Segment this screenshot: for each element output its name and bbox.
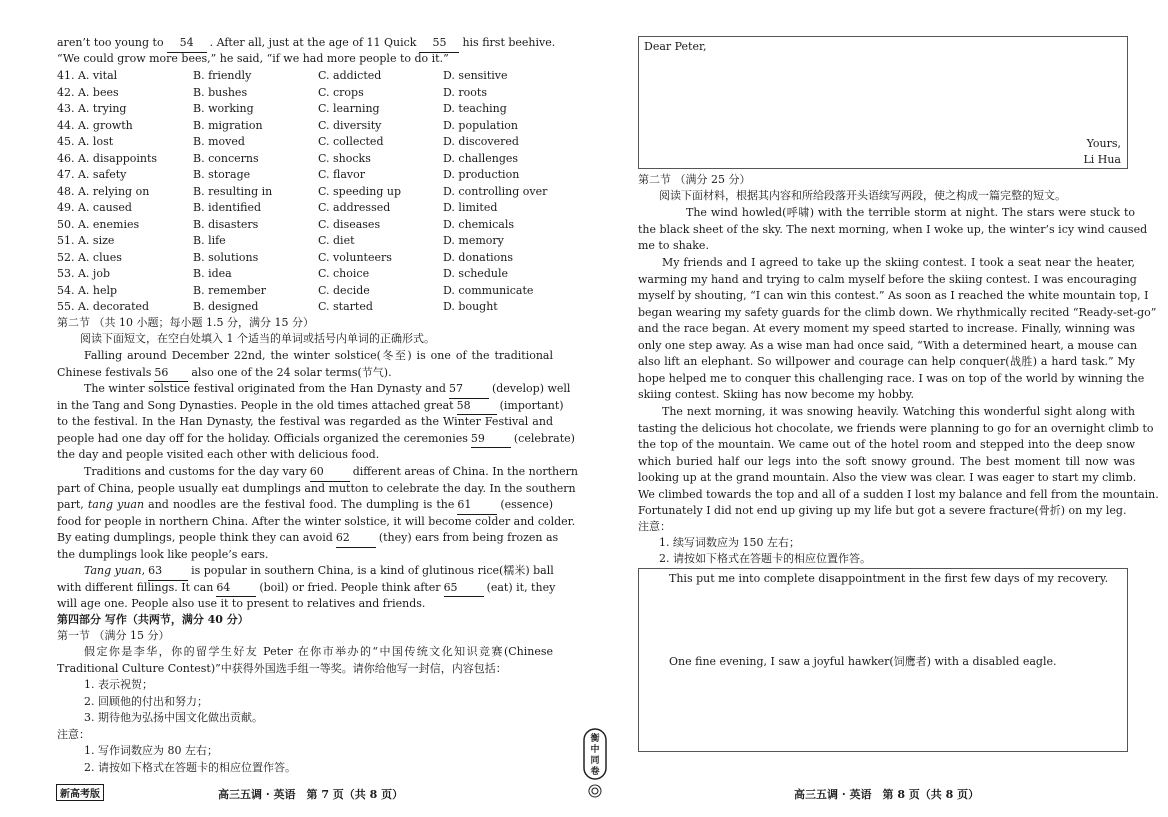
option-choice[interactable]: 50. A. enemies <box>57 217 140 231</box>
option-choice[interactable]: D. communicate <box>443 283 534 297</box>
option-choice[interactable]: 51. A. size <box>57 234 115 247</box>
option-choice[interactable]: C. flavor <box>318 168 366 181</box>
passage-line: “We could grow more bees,” he said, “if we had more people to do it.” <box>57 52 449 65</box>
option-choice[interactable]: D. controlling over <box>443 184 548 198</box>
cloze-paragraph-4: Tang yuan, 63 is popular in southern China, is a kind of glutinous rice(糯米) ball with different fillings. It can 64 (boil) or fried. People think after 65 (eat) it, they will age one. People also use it to present to relatives and friends. <box>57 564 556 610</box>
option-choice[interactable]: B. identified <box>193 201 262 214</box>
svg-text:中: 中 <box>590 745 600 755</box>
option-choice[interactable]: D. teaching <box>443 102 507 115</box>
option-choice[interactable]: B. idea <box>193 267 232 280</box>
story-paragraph-2: My friends and I agreed to take up the skiing contest. I took a seat near the heater, warming my hand and trying to calm myself before the skiing contest. I was encouraging myself by shouting, “I can win this contest.” As soon as I reached the white mountain top, I began wearing my safety guards for the climb down. We rhythmically recited “Ready-set-go” and the race began. At every moment my speed started to increase. Finally, winning was only one step away. As a wise man had once said, “With a determined heart, a mouse can also lift an elephant. So willpower and courage can help conquer(战胜) a hard task.” My hope helped me to conquer this challenging race. I was on top of the world by winning the skiing contest. Skiing has now become my hobby. <box>638 256 1157 401</box>
option-choice[interactable]: 48. A. relying on <box>57 184 150 198</box>
letter-answer-box[interactable] <box>638 36 1128 169</box>
section-heading: 第二节 （共 10 小题；每小题 1.5 分，满分 15 分） <box>57 316 314 329</box>
option-choice[interactable]: 52. A. clues <box>57 250 122 264</box>
option-choice[interactable]: B. working <box>193 102 254 115</box>
letter-signature: Li Hua <box>1083 153 1121 166</box>
option-choice[interactable]: C. addicted <box>318 69 382 82</box>
option-choice[interactable]: D. population <box>443 118 518 132</box>
section-instruction: 阅读下面材料，根据其内容和所给段落开头语续写两段，使之构成一篇完整的短文。 <box>659 189 1066 202</box>
part-heading: 第四部分 写作（共两节，满分 40 分） <box>57 613 249 626</box>
note-item: 1. 续写词数应为 150 左右； <box>659 536 800 549</box>
option-choice[interactable]: D. bought <box>443 300 498 313</box>
option-choice[interactable]: 42. A. bees <box>57 85 119 99</box>
option-choice[interactable]: D. roots <box>443 85 487 99</box>
note-item: 2. 请按如下格式在答题卡的相应位置作答。 <box>659 552 871 565</box>
blank-59[interactable]: 59 <box>471 431 511 449</box>
cloze-paragraph-2: The winter solstice festival originated from the Han Dynasty and 57 (develop) well in the Tang and Song Dynasties. People in the old times attached great 58 (important) to the festival. In the Han Dynasty, the festival was regarded as the Winter Festival and people had one day off for the holiday. Officials organized the ceremonies 59 (celebrate) the day and people visited each other with delicious food. <box>57 382 575 461</box>
page-8 <box>584 0 1168 817</box>
option-choice[interactable]: 49. A. caused <box>57 201 132 214</box>
blank-58[interactable]: 58 <box>457 398 497 416</box>
svg-text:衡: 衡 <box>590 734 600 744</box>
option-choice[interactable]: C. crops <box>318 85 364 99</box>
notes-heading: 注意： <box>638 520 671 533</box>
page-footer: 高三五调 · 英语 第 8 页（共 8 页） <box>794 788 980 801</box>
option-choice[interactable]: 41. A. vital <box>57 69 118 82</box>
blank-64[interactable]: 64 <box>216 580 256 598</box>
section-heading: 第二节 （满分 25 分） <box>638 173 751 186</box>
option-choice[interactable]: B. storage <box>193 168 251 181</box>
blank-65[interactable]: 65 <box>444 580 484 598</box>
cloze-paragraph-3: Traditions and customs for the day vary 60 different areas of China. In the northern part of China, people usually eat dumplings and mutton to celebrate the day. In the southern part, tang yuan and noodles are the festival food. The dumpling is the 61 (essence) food for people in northern China. After the winter solstice, it will become colder and colder. By eating dumplings, people think they can avoid 62 (they) ears from being frozen as the dumplings look like people’s ears. <box>57 465 578 561</box>
option-choice[interactable]: 46. A. disappoints <box>57 151 158 165</box>
option-choice[interactable]: C. learning <box>318 102 380 115</box>
option-choice[interactable]: B. life <box>193 234 226 247</box>
option-choice[interactable]: 53. A. job <box>57 267 111 280</box>
option-choice[interactable]: B. bushes <box>193 85 248 99</box>
option-choice[interactable]: D. schedule <box>443 267 508 280</box>
blank-62[interactable]: 62 <box>336 530 376 548</box>
option-choice[interactable]: 54. A. help <box>57 283 118 297</box>
letter-closing: Yours, <box>1086 137 1121 150</box>
svg-text:同: 同 <box>590 756 600 766</box>
option-choice[interactable]: C. decide <box>318 283 370 297</box>
option-choice[interactable]: C. volunteers <box>318 250 392 264</box>
story-paragraph-3: The next morning, it was snowing heavily. Watching this wonderful sight along with tasting the delicious hot chocolate, we friends were planning to go for an overnight climb to the top of the mountain. We came out of the hotel room and stepped into the deep snow which buried half our legs into the soft snowy ground. The best moment till now was looking up at the grand mountain. Also the view was clear. I was eager to start my climb. We climbed towards the top and all of a sudden I lost my balance and fell from the mountain. Fortunately I did not end up giving up my life but got a severe fracture(骨折) on my leg. <box>638 405 1159 517</box>
edition-tag: 新高考版 <box>56 784 104 801</box>
option-choice[interactable]: D. production <box>443 168 520 181</box>
option-choice[interactable]: D. sensitive <box>443 69 508 82</box>
option-choice[interactable]: D. chemicals <box>443 217 515 231</box>
option-choice[interactable]: B. moved <box>193 135 245 148</box>
paragraph-starter-1: This put me into complete disappointment in the first few days of my recovery. <box>669 572 1109 585</box>
option-choice[interactable]: B. remember <box>193 283 267 297</box>
letter-greeting: Dear Peter, <box>644 40 707 53</box>
blank-55[interactable]: 55 <box>419 35 459 53</box>
option-choice[interactable]: D. donations <box>443 250 514 264</box>
cloze-paragraph-1: Falling around December 22nd, the winter solstice(冬至) is one of the traditional Chinese festivals 56 also one of the 24 solar terms(节气). <box>57 348 553 381</box>
option-choice[interactable]: C. diseases <box>318 217 381 231</box>
option-choice[interactable]: B. migration <box>193 118 263 132</box>
blank-56[interactable]: 56 <box>154 365 188 383</box>
option-choice[interactable]: B. solutions <box>193 250 259 264</box>
option-choice[interactable]: B. friendly <box>193 69 252 82</box>
option-choice[interactable]: C. addressed <box>318 201 391 214</box>
option-choice[interactable]: B. disasters <box>193 217 259 231</box>
option-choice[interactable]: C. shocks <box>318 151 371 165</box>
option-choice[interactable]: C. collected <box>318 135 384 148</box>
option-choice[interactable]: B. resulting in <box>193 184 273 198</box>
blank-54[interactable]: 54 <box>167 35 207 53</box>
option-choice[interactable]: C. started <box>318 300 373 313</box>
option-choice[interactable]: C. diversity <box>318 118 382 132</box>
option-choice[interactable]: 55. A. decorated <box>57 300 150 313</box>
writing-prompt: 假定你是李华，你的留学生好友 Peter 在你市举办的“中国传统文化知识竞赛(Chinese Traditional Culture Contest)”中获得外国选手组一等奖。请你给他写一封信，内容包括： 1. 表示祝贺； 2. 回顾他的付出和努力； 3. 期待他为弘扬中国文化做出贡献。 注意： 1. 写作词数应为 80 左右； 2. 请按如下格式在答题卡的相应位置作答。 <box>57 645 553 774</box>
option-choice[interactable]: D. challenges <box>443 151 519 165</box>
section-instruction: 阅读下面短文，在空白处填入 1 个适当的单词或括号内单词的正确形式。 <box>80 332 435 345</box>
option-choice[interactable]: 45. A. lost <box>57 135 114 148</box>
option-choice[interactable]: C. choice <box>318 267 370 280</box>
blank-57[interactable]: 57 <box>449 381 489 399</box>
option-choice[interactable]: 44. A. growth <box>57 118 133 132</box>
option-choice[interactable]: B. designed <box>193 300 259 313</box>
page-footer: 高三五调 · 英语 第 7 页（共 8 页） <box>218 788 404 801</box>
option-choice[interactable]: 47. A. safety <box>57 168 127 181</box>
blank-61[interactable]: 61 <box>457 497 497 515</box>
option-choice[interactable]: B. concerns <box>193 151 259 165</box>
section-heading: 第一节 （满分 15 分） <box>57 629 170 642</box>
option-choice[interactable]: C. speeding up <box>318 184 402 198</box>
option-choice[interactable]: 43. A. trying <box>57 102 127 115</box>
blank-63[interactable]: 63 <box>148 563 188 581</box>
continuation-answer-box[interactable] <box>638 568 1128 752</box>
option-choice[interactable]: D. memory <box>443 234 504 247</box>
option-choice[interactable]: D. discovered <box>443 135 519 148</box>
passage-line: aren’t too young to 54 . After all, just at the age of 11 Quick 55 his first beehive. <box>57 35 555 53</box>
option-choice[interactable]: C. diet <box>318 234 355 247</box>
option-choice[interactable]: D. limited <box>443 201 498 214</box>
paragraph-starter-2: One fine evening, I saw a joyful hawker(饲鹰者) with a disabled eagle. <box>669 655 1057 668</box>
story-paragraph-1: The wind howled(呼啸) with the terrible storm at night. The stars were stuck to the black sheet of the sky. The next morning, when I woke up, the winter’s icy wind caused me to shake. <box>638 206 1148 252</box>
svg-text:卷: 卷 <box>590 767 600 777</box>
blank-60[interactable]: 60 <box>310 464 350 482</box>
